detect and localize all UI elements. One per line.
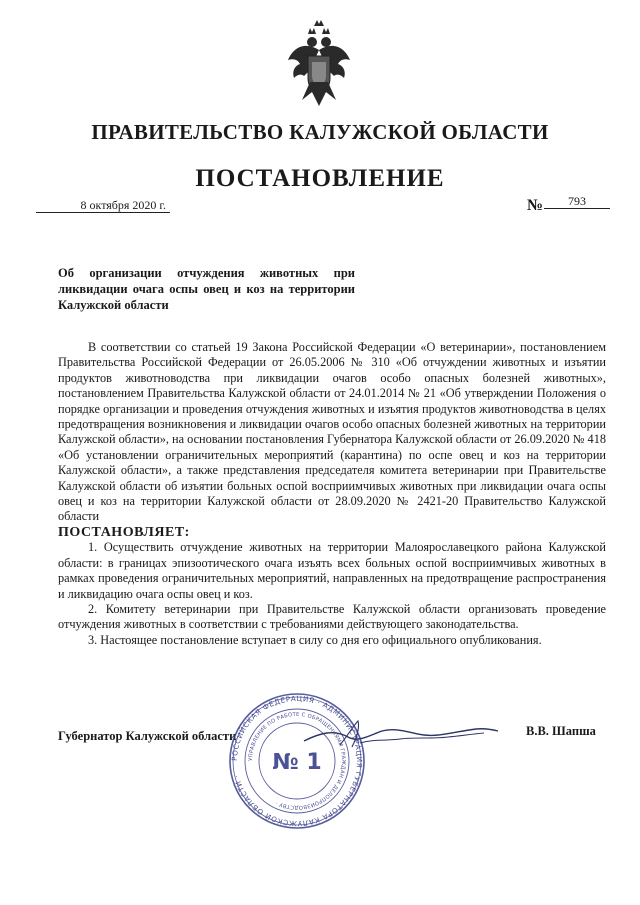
document-type: ПОСТАНОВЛЕНИЕ <box>195 165 445 192</box>
svg-text:№ 1: № 1 <box>272 750 322 775</box>
government-title: ПРАВИТЕЛЬСТВО КАЛУЖСКОЙ ОБЛАСТИ <box>91 120 549 144</box>
item-paragraph: 1. Осуществить отчуждение животных на территории Малоярославецкого района Калужской области: в границах эпизоотического очага изъять всех больных оспой восприимчивых животных в рамках проведения ограничительных мероприятий, направленных на предотвращение распространения и ликвидацию очага оспы овец и коз. <box>58 540 606 601</box>
number-sign: № <box>527 197 544 214</box>
document-number: 793 <box>544 194 610 209</box>
document-date: 8 октября 2020 г. <box>36 198 170 213</box>
signer-position: Губернатор Калужской области <box>58 729 237 743</box>
handwritten-signature <box>300 715 500 755</box>
official-stamp <box>228 692 366 830</box>
svg-text:РОССИЙСКАЯ ФЕДЕРАЦИЯ · АДМИНИС: РОССИЙСКАЯ ФЕДЕРАЦИЯ · АДМИНИСТРАЦИЯ ГУБЕРНАТОРА КАЛУЖСКОЙ ОБЛАСТИ · <box>229 693 365 829</box>
decree-word: ПОСТАНОВЛЯЕТ: <box>58 524 190 540</box>
preamble-paragraph: В соответствии со статьей 19 Закона Российской Федерации «О ветеринарии», постановлением Правительства Российской Федерации от 26.05.2006 № 310 «Об отчуждении животных и изъятии продуктов животноводства при ликвидации очагов особо опасных болезней животных», постановлением Правительства Калужской области от 24.01.2014 № 21 «Об утверждении Положения о порядке организации и проведения отчуждения животных и изъятия продуктов животноводства в целях предотвращения возникновения и ликвидации очагов особо опасных болезней животных на территории Калужской области», на основании постановления Губернатора Калужской области от 26.09.2020 № 418 «Об установлении ограничительных мероприятий (карантина) по оспе овец и коз на территории Калужской области», а также представления председателя комитета ветеринарии при Правительстве Калужской области об изъятии больных оспой восприимчивых животных при ликвидации очага оспы овец и коз на территории Калужской области от 28.09.2020 № 2421-20 Правительство Калужской области <box>58 340 607 524</box>
signer-name: В.В. Шапша <box>526 724 596 738</box>
item-paragraph: 3. Настоящее постановление вступает в силу со дня его официального опубликования. <box>88 632 542 647</box>
item-paragraph: 2. Комитету ветеринарии при Правительстве Калужской области организовать проведение отчуждения животных в соответствии с требованиями действующего законодательства. <box>58 601 606 632</box>
coat-of-arms-icon <box>284 20 354 108</box>
document-subject: Об организации отчуждения животных при ликвидации очага оспы овец и коз на территории Калужской области <box>58 266 355 312</box>
svg-text:УПРАВЛЕНИЕ ПО РАБОТЕ С ОБРАЩЕН: УПРАВЛЕНИЕ ПО РАБОТЕ С ОБРАЩЕНИЯМИ ГРАЖДАН И ДЕЛОПРОИЗВОДСТВУ · <box>247 711 347 811</box>
document-body <box>58 340 606 648</box>
